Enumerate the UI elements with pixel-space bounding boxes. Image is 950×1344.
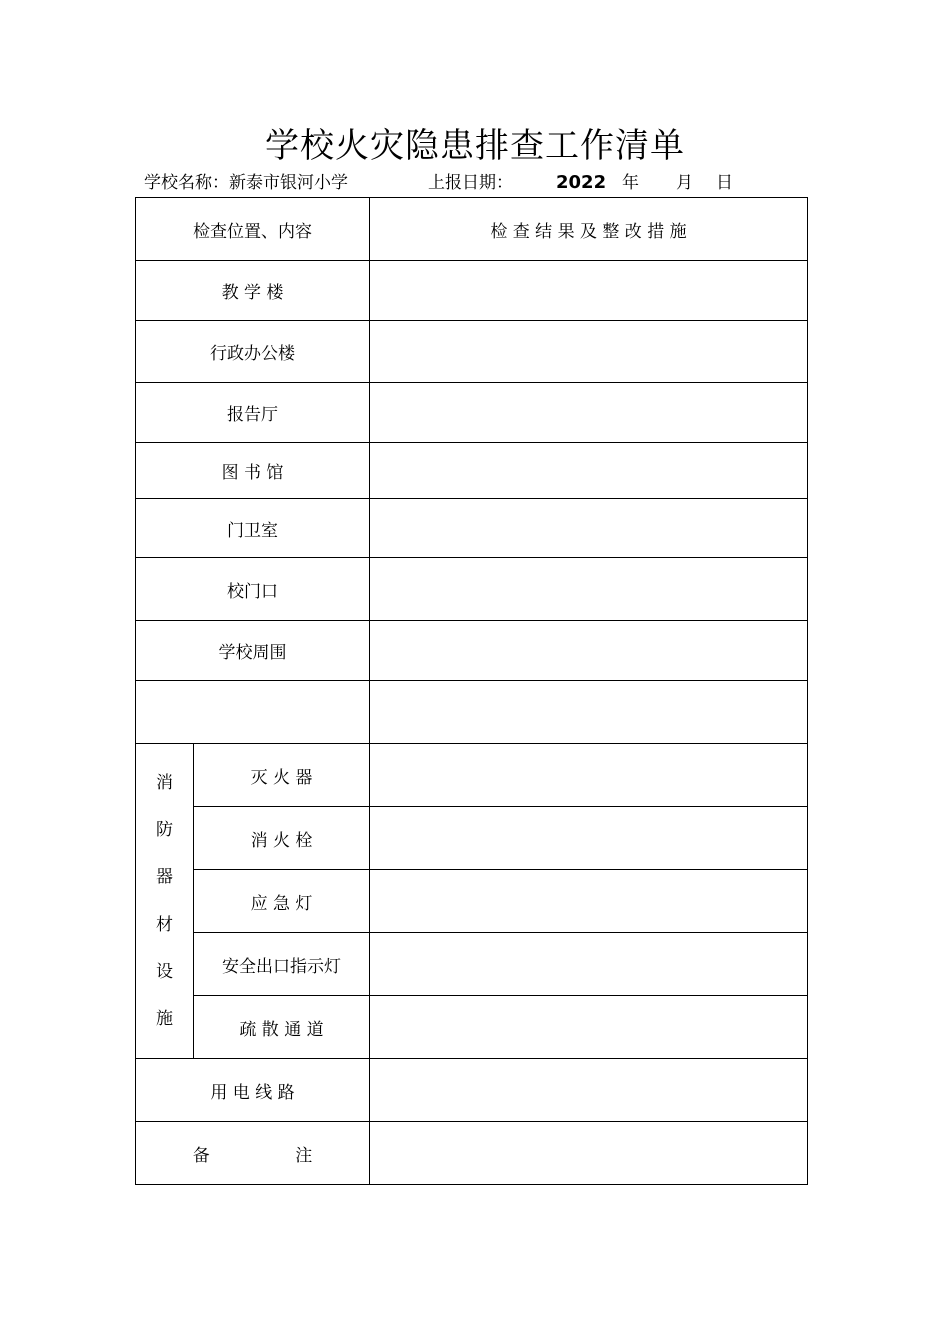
group-char: 材 [156,914,173,935]
table-row [136,1059,808,1122]
table-row [136,870,808,933]
row-label-electrical-wiring: 用 电 线 路 [136,1059,370,1122]
table-row [136,807,808,870]
table-row [136,499,808,558]
table-row [136,744,808,807]
header-location: 检查位置、内容 [136,198,370,261]
result-cell[interactable] [370,1059,808,1122]
day-unit: 日 [716,173,733,193]
row-label-admin-building: 行政办公楼 [136,321,370,383]
group-char: 消 [156,773,173,793]
table-row [136,261,808,321]
row-label-teaching-building: 教 学 楼 [136,261,370,321]
result-cell[interactable] [370,383,808,443]
group-char: 防 [156,820,173,841]
result-cell[interactable] [370,321,808,383]
result-cell[interactable] [370,933,808,996]
result-cell[interactable] [370,621,808,681]
group-char: 器 [156,867,173,888]
result-cell[interactable] [370,681,808,744]
row-label-fire-hydrant: 消 火 栓 [194,807,370,870]
row-label-school-surroundings: 学校周围 [136,621,370,681]
group-char: 施 [156,1008,173,1029]
inspection-table [135,197,808,1185]
row-label-school-gate: 校门口 [136,558,370,621]
group-char: 设 [156,961,173,982]
document-title: 学校火灾隐患排查工作清单 [265,126,685,166]
row-label-emergency-light: 应 急 灯 [194,870,370,933]
row-label-fire-extinguisher: 灭 火 器 [194,744,370,807]
row-label-exit-sign: 安全出口指示灯 [194,933,370,996]
row-label-blank [136,681,370,744]
year-unit: 年 [622,173,639,193]
report-date-label: 上报日期： [428,173,513,193]
table-row [136,1122,808,1185]
result-cell[interactable] [370,744,808,807]
row-label-evacuation-route: 疏 散 通 道 [194,996,370,1059]
result-cell[interactable] [370,807,808,870]
result-cell[interactable] [370,261,808,321]
table-row [136,621,808,681]
report-year: 2022 [556,172,607,193]
row-label-remarks: 备 注 [136,1122,370,1185]
row-label-auditorium: 报告厅 [136,383,370,443]
fire-equipment-group-label [136,744,194,1059]
table-row [136,996,808,1059]
result-cell[interactable] [370,870,808,933]
table-row [136,681,808,744]
result-cell[interactable] [370,558,808,621]
table-row [136,933,808,996]
school-name: 学校名称：新泰市银河小学 [144,173,348,193]
table-header-row [136,198,808,261]
result-cell[interactable] [370,1122,808,1185]
result-cell[interactable] [370,996,808,1059]
header-result: 检 查 结 果 及 整 改 措 施 [370,198,808,261]
result-cell[interactable] [370,499,808,558]
row-label-library: 图 书 馆 [136,443,370,499]
month-unit: 月 [676,173,693,193]
table-row [136,321,808,383]
table-row [136,383,808,443]
table-row [136,558,808,621]
row-label-guard-room: 门卫室 [136,499,370,558]
table-row [136,443,808,499]
result-cell[interactable] [370,443,808,499]
